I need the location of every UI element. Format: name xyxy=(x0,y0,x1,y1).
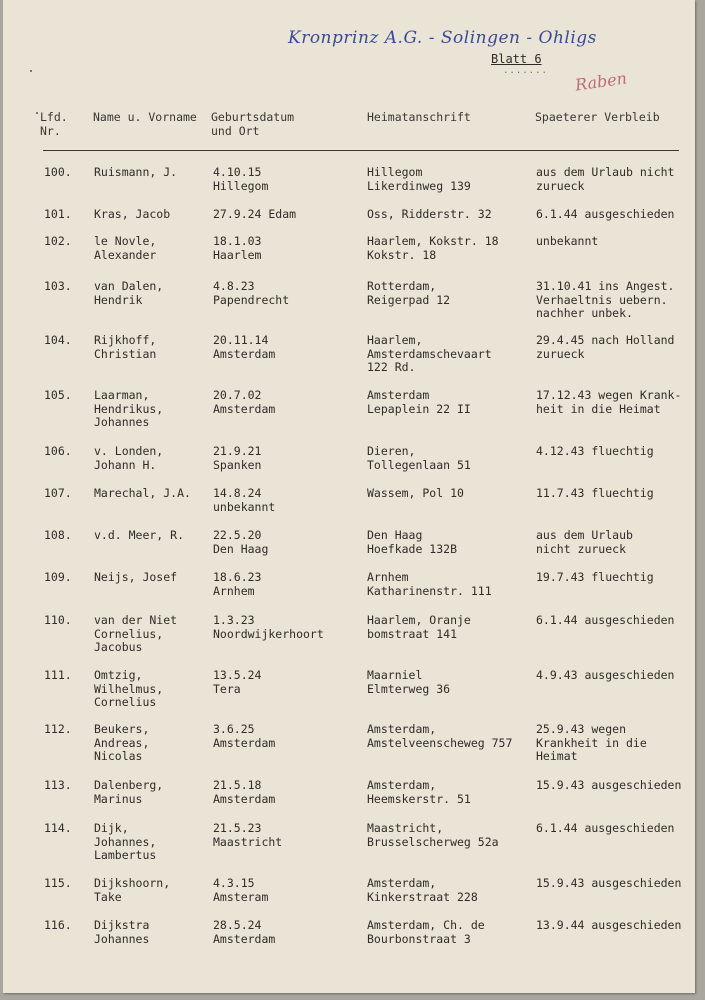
row-birth: 20.11.14 Amsterdam xyxy=(213,333,276,361)
row-fate: 25.9.43 wegen Krankheit in die Heimat xyxy=(536,722,647,763)
row-fate: 29.4.45 nach Holland zurueck xyxy=(536,333,675,361)
row-birth: 20.7.02 Amsterdam xyxy=(213,388,276,416)
row-birth: 18.6.23 Arnhem xyxy=(213,570,262,598)
row-address: Den Haag Hoefkade 132B xyxy=(367,528,458,556)
row-birth: 4.3.15 Amsteram xyxy=(213,876,269,904)
row-fate: 11.7.43 fluechtig xyxy=(536,486,654,500)
row-fate: 6.1.44 ausgeschieden xyxy=(536,821,675,835)
sheet-number-dots: ....... xyxy=(503,66,548,76)
row-name: Neijs, Josef xyxy=(94,570,178,584)
row-address: Dieren, Tollegenlaan 51 xyxy=(367,444,471,472)
row-birth: 22.5.20 Den Haag xyxy=(213,528,269,556)
pencil-annotation: Raben xyxy=(573,68,629,95)
row-name: Dijkstra Johannes xyxy=(94,918,150,946)
row-address: Haarlem, Oranje bomstraat 141 xyxy=(367,613,471,641)
row-number: 108. xyxy=(44,528,72,542)
row-fate: 19.7.43 fluechtig xyxy=(536,570,654,584)
row-fate: 4.12.43 fluechtig xyxy=(536,444,654,458)
row-address: Arnhem Katharinenstr. 111 xyxy=(367,570,492,598)
row-address: Amsterdam Lepaplein 22 II xyxy=(367,388,471,416)
row-fate: aus dem Urlaub nicht zurueck xyxy=(536,528,633,556)
sheet-number: Blatt 6 xyxy=(491,52,542,66)
row-name: Ruismann, J. xyxy=(94,165,178,179)
row-number: 115. xyxy=(44,876,72,890)
row-name: Laarman, Hendrikus, Johannes xyxy=(94,388,164,429)
row-address: Maastricht, Brusselscherweg 52a xyxy=(367,821,499,849)
header-rule xyxy=(43,150,679,151)
row-name: Rijkhoff, Christian xyxy=(94,333,157,361)
row-address: Amsterdam, Kinkerstraat 228 xyxy=(367,876,478,904)
row-fate: 13.9.44 ausgeschieden xyxy=(536,918,682,932)
row-birth: 27.9.24 Edam xyxy=(213,207,297,221)
row-fate: aus dem Urlaub nicht zurueck xyxy=(536,165,675,193)
paper-speck xyxy=(36,112,38,114)
row-fate: 6.1.44 ausgeschieden xyxy=(536,207,675,221)
row-fate: 31.10.41 ins Angest. Verhaeltnis uebern. nachher unbek. xyxy=(536,279,675,320)
row-birth: 14.8.24 unbekannt xyxy=(213,486,276,514)
row-fate: 6.1.44 ausgeschieden xyxy=(536,613,675,627)
row-address: Haarlem, Kokstr. 18 Kokstr. 18 xyxy=(367,234,499,262)
row-fate: 15.9.43 ausgeschieden xyxy=(536,876,682,890)
row-number: 106. xyxy=(44,444,72,458)
row-birth: 18.1.03 Haarlem xyxy=(213,234,262,262)
row-number: 113. xyxy=(44,778,72,792)
row-name: Beukers, Andreas, Nicolas xyxy=(94,722,150,763)
row-birth: 21.9.21 Spanken xyxy=(213,444,262,472)
row-address: Haarlem, Amsterdamschevaart 122 Rd. xyxy=(367,333,492,374)
header-name: Name u. Vorname xyxy=(93,110,197,124)
row-address: Amsterdam, Heemskerstr. 51 xyxy=(367,778,471,806)
header-birth: Geburtsdatum und Ort xyxy=(211,110,295,138)
row-name: Dalenberg, Marinus xyxy=(94,778,164,806)
row-birth: 28.5.24 Amsterdam xyxy=(213,918,276,946)
row-number: 114. xyxy=(44,821,72,835)
row-number: 104. xyxy=(44,333,72,347)
row-number: 116. xyxy=(44,918,72,932)
header-fate: Spaeterer Verbleib xyxy=(535,110,660,124)
row-number: 112. xyxy=(44,722,72,736)
row-address: Rotterdam, Reigerpad 12 xyxy=(367,279,451,307)
row-address: Amsterdam, Ch. de Bourbonstraat 3 xyxy=(367,918,485,946)
row-fate: 4.9.43 ausgeschieden xyxy=(536,668,675,682)
row-number: 110. xyxy=(44,613,72,627)
row-birth: 3.6.25 Amsterdam xyxy=(213,722,276,750)
row-address: Maarniel Elmterweg 36 xyxy=(367,668,451,696)
paper-speck xyxy=(30,70,32,72)
header-address: Heimatanschrift xyxy=(367,110,471,124)
row-birth: 21.5.18 Amsterdam xyxy=(213,778,276,806)
row-name: le Novle, Alexander xyxy=(94,234,157,262)
row-name: Omtzig, Wilhelmus, Cornelius xyxy=(94,668,164,709)
row-fate: 15.9.43 ausgeschieden xyxy=(536,778,682,792)
row-name: Kras, Jacob xyxy=(94,207,171,221)
handwritten-title: Kronprinz A.G. - Solingen - Ohligs xyxy=(288,28,597,48)
row-birth: 4.8.23 Papendrecht xyxy=(213,279,290,307)
row-name: v.d. Meer, R. xyxy=(94,528,185,542)
row-birth: 4.10.15 Hillegom xyxy=(213,165,269,193)
row-fate: 17.12.43 wegen Krank- heit in die Heimat xyxy=(536,388,682,416)
row-number: 107. xyxy=(44,486,72,500)
row-address: Amsterdam, Amstelveenscheweg 757 xyxy=(367,722,513,750)
row-address: Oss, Ridderstr. 32 xyxy=(367,207,492,221)
row-address: Wassem, Pol 10 xyxy=(367,486,464,500)
row-name: van Dalen, Hendrik xyxy=(94,279,164,307)
row-number: 109. xyxy=(44,570,72,584)
row-name: Dijkshoorn, Take xyxy=(94,876,171,904)
row-name: v. Londen, Johann H. xyxy=(94,444,164,472)
document-sheet xyxy=(3,0,695,993)
row-name: Marechal, J.A. xyxy=(94,486,191,500)
row-number: 111. xyxy=(44,668,72,682)
row-name: van der Niet Cornelius, Jacobus xyxy=(94,613,178,654)
row-number: 105. xyxy=(44,388,72,402)
row-name: Dijk, Johannes, Lambertus xyxy=(94,821,157,862)
row-fate: unbekannt xyxy=(536,234,599,248)
row-birth: 1.3.23 Noordwijkerhoort xyxy=(213,613,324,641)
row-number: 101. xyxy=(44,207,72,221)
row-number: 103. xyxy=(44,279,72,293)
header-lfd-nr: Lfd. Nr. xyxy=(40,110,68,138)
row-address: Hillegom Likerdinweg 139 xyxy=(367,165,471,193)
row-number: 102. xyxy=(44,234,72,248)
row-birth: 21.5.23 Maastricht xyxy=(213,821,283,849)
row-number: 100. xyxy=(44,165,72,179)
row-birth: 13.5.24 Tera xyxy=(213,668,262,696)
